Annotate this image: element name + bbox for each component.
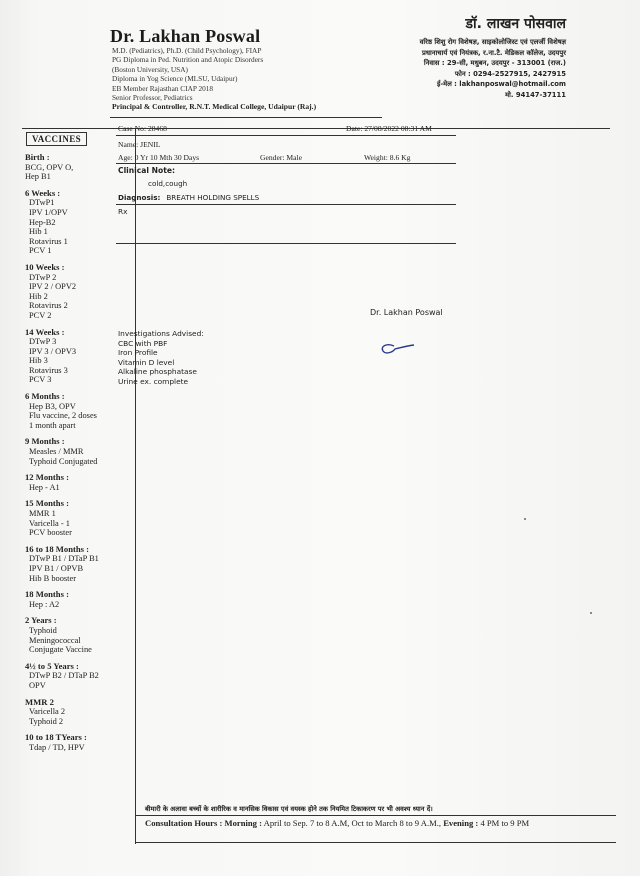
vaccine-group-heading: 16 to 18 Months :: [25, 543, 89, 554]
rx-divider: [116, 243, 456, 244]
signature-mark: [378, 340, 416, 358]
vaccine-item: IPV 2 / OPV2: [29, 282, 77, 292]
vaccine-group-heading: 4½ to 5 Years :: [25, 660, 79, 671]
vaccine-item: Hib 2: [29, 291, 48, 301]
vaccine-group: [25, 392, 135, 430]
vaccine-group-heading: 9 Months :: [25, 436, 65, 447]
vaccines-title: VACCINES: [26, 132, 87, 146]
rx-symbol: Rx: [118, 207, 128, 216]
hindi-doctor-name: डॉ. लाखन पोसवाल: [465, 16, 566, 32]
footer-hindi-note: बीमारी के अलावा बच्चों के शारीरिक व मानसिक विकास एवं वयस्क होने तक नियमित टिकाकरण पर भी अवश्य ध्यान दें।: [145, 805, 433, 813]
vaccine-item: MMR 1: [29, 509, 56, 518]
vaccine-item: DTwP 2: [29, 272, 57, 282]
vaccine-item: Typhoid 2: [29, 716, 64, 726]
header-divider: [110, 117, 382, 118]
vaccine-group: [25, 263, 135, 321]
top-rule: [22, 128, 610, 129]
consultation-hours: [145, 818, 529, 828]
qualification-line: Senior Professor, Pediatrics: [112, 93, 193, 103]
vaccine-item: PCV 1: [29, 246, 52, 256]
vaccine-group-heading: 2 Years :: [25, 615, 57, 626]
diagnosis-value: BREATH HOLDING SPELLS: [166, 193, 260, 202]
hours-label: Consultation Hours : Morning :: [145, 818, 262, 828]
vaccine-item: DTwP B1 / DTaP B1: [29, 554, 99, 564]
vaccine-group-heading: 14 Weeks :: [25, 326, 65, 337]
vaccine-item: BCG, OPV O,: [25, 162, 74, 172]
hindi-line: मो. 94147-37111: [505, 90, 566, 99]
vaccine-item: Hib 1: [29, 227, 48, 237]
vaccine-group: [25, 662, 135, 691]
vaccine-group: [25, 499, 135, 537]
qualification-line: M.D. (Pediatrics), Ph.D. (Child Psychology), FIAP: [112, 46, 262, 55]
investigations: [118, 329, 204, 387]
vaccine-item: 1 month apart: [29, 420, 76, 430]
hindi-line: फोन : 0294-2527915, 2427915: [454, 69, 566, 78]
vaccine-group: [25, 437, 135, 466]
vaccine-item: Hep-B2: [29, 217, 56, 227]
vaccine-item: IPV 1/OPV: [29, 207, 68, 217]
footer-divider: [136, 815, 616, 816]
vaccine-item: DTwP B2 / DTaP B2: [29, 671, 99, 681]
diagnosis-divider: [116, 204, 456, 205]
scan-speck: [590, 612, 592, 614]
vaccine-group: [25, 733, 135, 752]
vaccine-group-heading: 10 to 18 TYears :: [25, 732, 87, 743]
investigation-item: Iron Profile: [118, 348, 158, 358]
investigation-item: Urine ex. complete: [118, 376, 189, 386]
diagnosis-label: Diagnosis:: [118, 193, 161, 202]
vaccine-item: Hep - A1: [29, 482, 60, 492]
case-divider: [116, 135, 456, 136]
vaccine-item: IPV B1 / OPVB: [29, 563, 84, 573]
vaccine-item: Rotavirus 3: [29, 365, 68, 375]
qualification-line: PG Diploma in Ped. Nutrition and Atopic Disorders: [112, 55, 264, 65]
hindi-line: निवास : 29-सी, मधुबन, उदयपुर - 313001 (राज.): [423, 59, 566, 68]
vaccine-item: IPV 3 / OPV3: [29, 346, 77, 356]
patient-name: Name: JENIL: [118, 140, 161, 149]
vaccine-item: Hep B1: [25, 172, 51, 182]
vaccine-item: Varicella 2: [29, 707, 66, 717]
vaccine-group: [25, 473, 135, 492]
visit-date: Date: 27/08/2022 08:31 AM: [346, 124, 432, 133]
vaccine-item: PCV 3: [29, 375, 52, 385]
vaccine-group: [25, 616, 135, 654]
qualification-line: (Boston University, USA): [112, 64, 188, 74]
vaccine-group-heading: 12 Months :: [25, 472, 69, 483]
vaccine-group-heading: 6 Months :: [25, 391, 65, 402]
vaccine-item: DTwP 3: [29, 337, 57, 347]
patient-divider: [116, 163, 456, 164]
hindi-line: ई-मेल : lakhanposwal@hotmail.com: [436, 80, 566, 89]
vaccine-item: Hib 3: [29, 356, 48, 366]
hindi-line: वरिष्ठ शिशु रोग विशेषज्ञ, साइकोलोजिस्ट एवं एलर्जी विशेषज्ञ: [419, 38, 566, 46]
diagnosis: [118, 193, 259, 202]
hours-evening: 4 PM to 9 PM: [480, 818, 530, 828]
vaccine-item: Typhoid Conjugated: [29, 456, 98, 466]
vaccine-item: Varicella - 1: [29, 518, 70, 528]
vaccine-item: Conjugate Vaccine: [29, 645, 92, 655]
vaccine-item: Typhoid: [29, 625, 57, 635]
case-number: Case No: 28468: [118, 124, 167, 133]
patient-age: Age: 0 Yr 10 Mth 30 Days: [118, 153, 200, 162]
vaccine-group-heading: 6 Weeks :: [25, 187, 61, 198]
signature-name: Dr. Lakhan Poswal: [370, 308, 443, 317]
hours-evening-label: Evening :: [443, 818, 479, 828]
investigation-item: Alkaline phosphatase: [118, 367, 197, 377]
scan-speck: [524, 518, 526, 520]
investigations-label: Investigations Advised:: [118, 329, 204, 338]
hours-morning: April to Sep. 7 to 8 A.M, Oct to March 8 to 9 A.M.,: [263, 818, 442, 828]
patient-weight: Weight: 8.6 Kg: [364, 153, 411, 162]
vaccine-item: OPV: [29, 680, 46, 690]
vaccine-item: PCV booster: [29, 528, 72, 538]
vaccine-item: Flu vaccine, 2 doses: [29, 411, 97, 421]
investigation-item: CBC with PBF: [118, 338, 168, 348]
patient-gender: Gender: Male: [260, 153, 302, 162]
vaccine-item: PCV 2: [29, 310, 52, 320]
vaccine-column-border: [135, 128, 136, 844]
vaccine-item: Hep B3, OPV: [29, 401, 76, 411]
hindi-line: प्रधानाचार्य एवं नियंत्रक, र.ना.टै. मेडिकल कॉलेज, उदयपुर: [421, 48, 566, 57]
vaccine-group: [25, 698, 135, 727]
doctor-position: Principal & Controller, R.N.T. Medical College, Udaipur (Raj.): [112, 102, 317, 112]
vaccine-group: [25, 545, 135, 583]
vaccine-item: Hep : A2: [29, 599, 60, 609]
clinical-note-label: Clinical Note:: [118, 166, 176, 175]
vaccine-group-heading: 10 Weeks :: [25, 261, 65, 272]
vaccine-item: Measles / MMR: [29, 447, 84, 457]
vaccine-group: [25, 590, 135, 609]
vaccine-item: DTwP1: [29, 198, 55, 208]
bottom-rule: [136, 842, 616, 843]
vaccine-item: Rotavirus 2: [29, 301, 68, 311]
qualification-line: EB Member Rajasthan CIAP 2018: [112, 83, 214, 93]
vaccine-group-heading: MMR 2: [25, 696, 54, 707]
vaccine-item: Rotavirus 1: [29, 236, 68, 246]
vaccine-group-heading: 18 Months :: [25, 589, 69, 600]
hindi-letterhead: [420, 14, 566, 101]
vaccine-group-heading: Birth :: [25, 152, 50, 162]
vaccine-group-heading: 15 Months :: [25, 498, 69, 509]
doctor-name: Dr. Lakhan Poswal: [110, 26, 261, 46]
qualification-line: Diploma in Yog Science (MLSU, Udaipur): [112, 74, 238, 84]
doctor-qualifications: [112, 46, 316, 112]
investigation-item: Vitamin D level: [118, 357, 175, 367]
vaccine-item: Hib B booster: [29, 573, 76, 583]
vaccine-item: Tdap / TD, HPV: [29, 742, 85, 752]
vaccine-item: Meningococcal: [29, 635, 81, 645]
clinical-note: cold,cough: [148, 179, 188, 188]
